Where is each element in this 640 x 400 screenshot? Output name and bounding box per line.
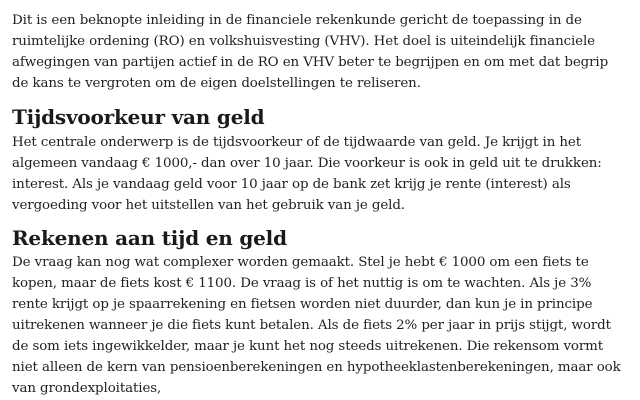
intro-paragraph: Dit is een beknopte inleiding in de financiele rekenkunde gericht de toepassing in de ruimtelijke ordening (RO) en volkshuisvesting (VHV). Het doel is uiteindelijk financiele afwegingen van partijen actief in de RO en VHV beter te begrijpen en om met dat begrip de kans te vergroten om de eigen doelstellingen te reliseren. — [12, 13, 609, 91]
section-paragraph-tijdsvoorkeur: Het centrale onderwerp is de tijdsvoorkeur of de tijdwaarde van geld. Je krijgt in het algemeen vandaag € 1000,- dan over 10 jaar. Die voorkeur is ook in geld uit te drukken: interest. Als je vandaag geld voor 10 jaar op de bank zet krijg je rente (interest) als vergoeding voor het uitstellen van het gebruik van je geld. — [12, 135, 602, 213]
article — [12, 10, 622, 399]
section-paragraph-rekenen: De vraag kan nog wat complexer worden gemaakt. Stel je hebt € 1000 om een fiets te kopen, maar de fiets kost € 1100. De vraag is of het nuttig is om te wachten. Als je 3% rente krijgt op je spaarrekening en fietsen worden niet duurder, dan kun je in principe uitrekenen wanneer je die fiets kunt betalen. Als de fiets 2% per jaar in prijs stijgt, wordt de som iets ingewikkelder, maar je kunt het nog steeds uitrekenen. Die rekensom vormt niet alleen de kern van pensioenberekeningen en hypotheeklastenberekeningen, maar ook van grondexploitaties, — [12, 255, 621, 396]
section-heading-rekenen: Rekenen aan tijd en geld — [12, 226, 287, 250]
section-heading-tijdsvoorkeur: Tijdsvoorkeur van geld — [12, 105, 265, 129]
